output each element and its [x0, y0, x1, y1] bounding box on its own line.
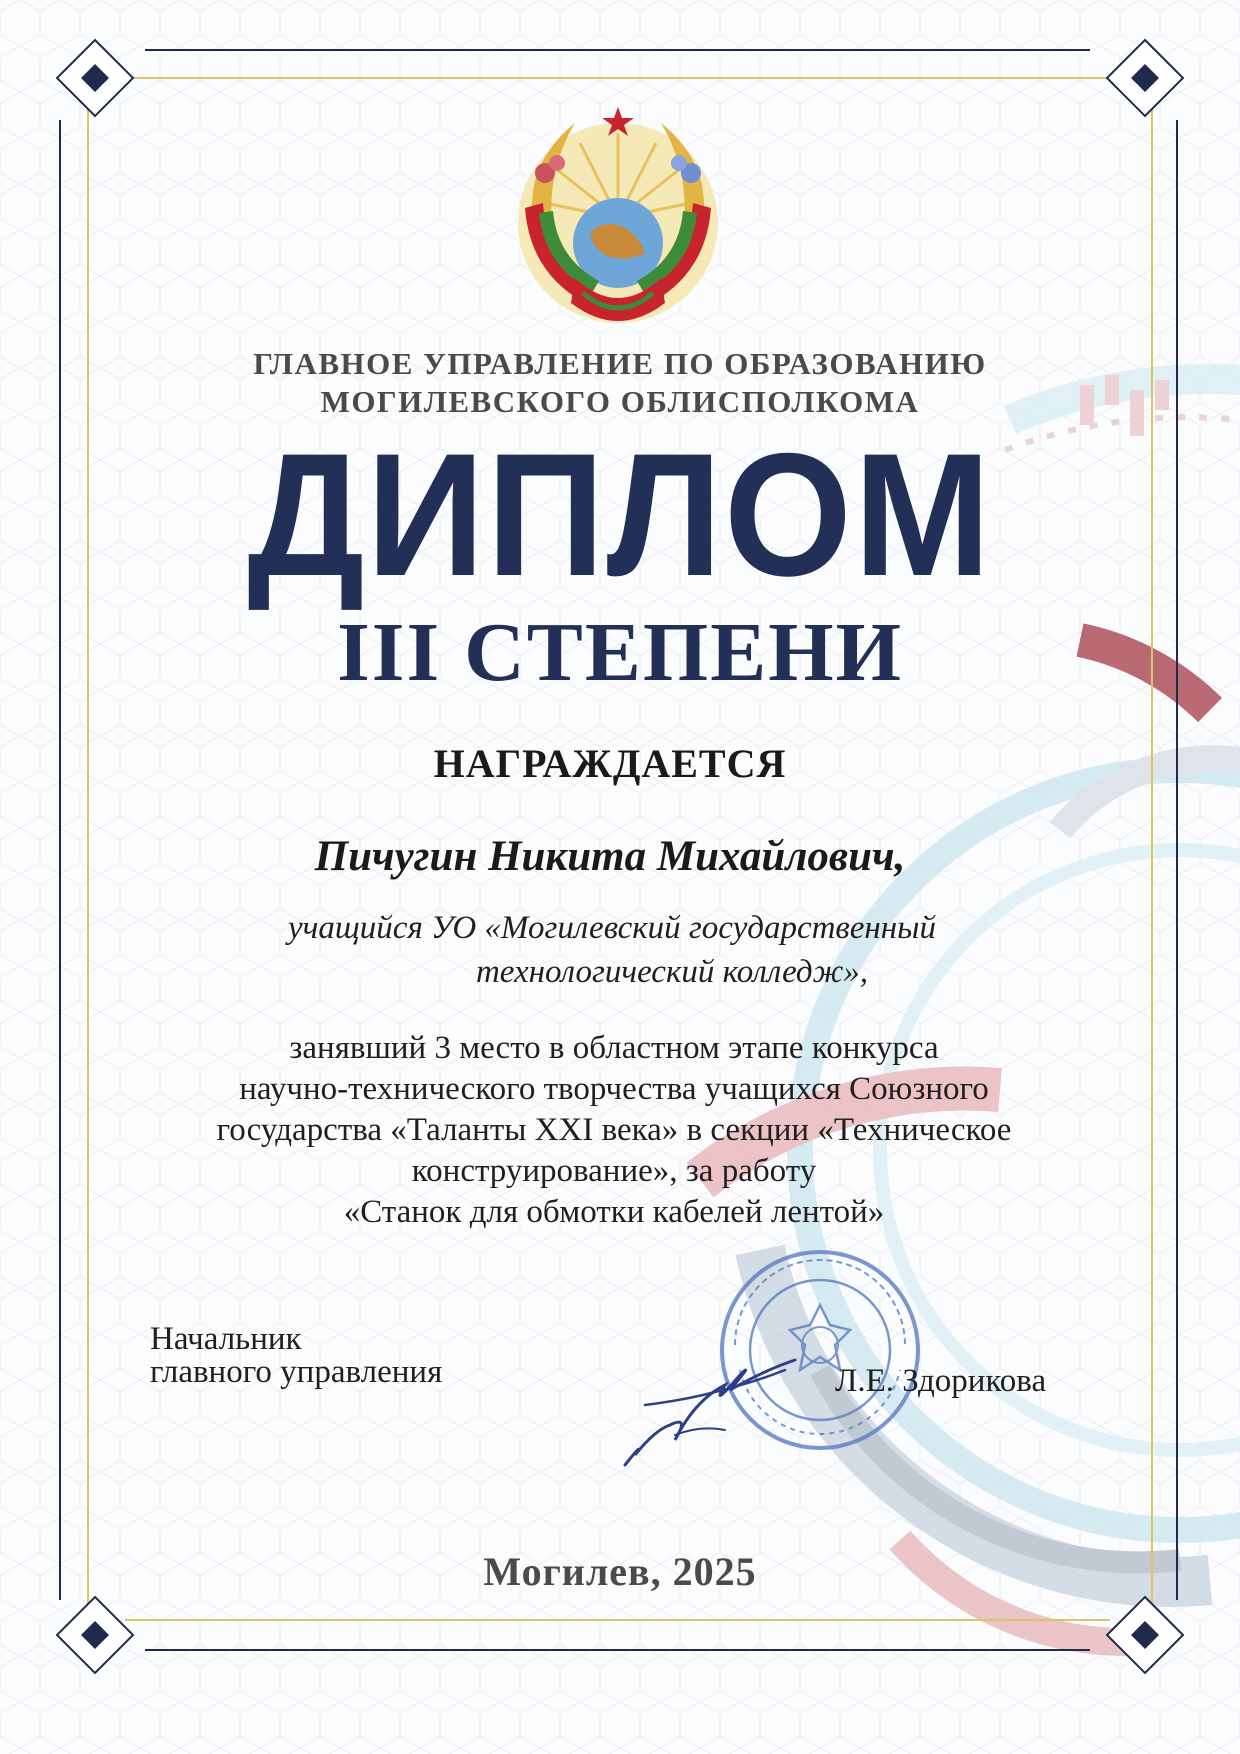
achievement-line: «Станок для обмотки кабелей лентой»	[343, 1194, 885, 1230]
handwritten-signature	[615, 1330, 835, 1480]
achievement-description	[0, 1028, 1234, 1233]
affiliation-line-1: учащийся УО «Могилевский государственный	[288, 910, 936, 946]
achievement-line: научно-технического творчества учащихся Союзного	[239, 1071, 989, 1107]
issuing-authority	[0, 345, 1240, 421]
corner-diamond-icon	[1105, 1595, 1185, 1675]
signatory-title	[150, 1323, 442, 1389]
corner-diamond-icon	[1105, 38, 1185, 118]
signatory-title-line-1: Начальник	[150, 1321, 302, 1357]
corner-diamond-icon	[55, 1595, 135, 1675]
recipient-affiliation	[0, 906, 1232, 994]
diploma-title: ДИПЛОМ	[247, 418, 993, 613]
achievement-line: конструирование», за работу	[411, 1153, 817, 1189]
corner-diamond-icon	[55, 38, 135, 118]
awarded-label: НАГРАЖДАЕТСЯ	[433, 741, 787, 786]
belarus-coat-of-arms-icon	[505, 103, 731, 329]
place-and-year: Могилев, 2025	[483, 1549, 757, 1594]
authority-line-1: ГЛАВНОЕ УПРАВЛЕНИЕ ПО ОБРАЗОВАНИЮ	[253, 346, 987, 381]
signatory-name: Л.Е. Здорикова	[835, 1363, 1047, 1399]
signatory-title-line-2: главного управления	[150, 1354, 443, 1390]
recipient-name: Пичугин Никита Михайлович,	[314, 833, 906, 880]
achievement-line: государства «Таланты XXI века» в секции «Техническое	[216, 1112, 1012, 1148]
diploma-degree: III СТЕПЕНИ	[337, 606, 903, 699]
achievement-line: занявший 3 место в областном этапе конкурса	[289, 1030, 939, 1066]
affiliation-line-2: технологический колледж»,	[475, 954, 869, 990]
authority-line-2: МОГИЛЕВСКОГО ОБЛИСПОЛКОМА	[320, 384, 920, 419]
